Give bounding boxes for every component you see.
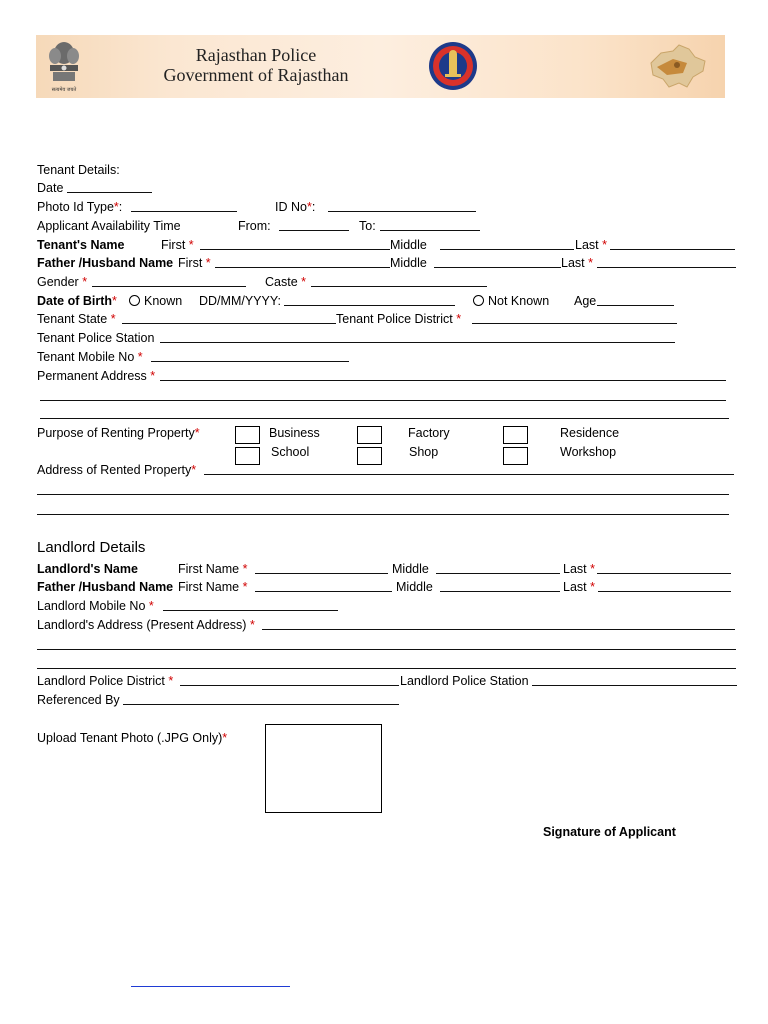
upload-photo-label: Upload Tenant Photo (.JPG Only)*	[37, 731, 228, 745]
date-field[interactable]	[67, 192, 152, 193]
header-title-line1: Rajasthan Police	[195, 45, 317, 65]
availability-from-field[interactable]	[279, 230, 349, 231]
landlord-last-label: Last *	[563, 562, 595, 576]
tenant-mobile-label: Tenant Mobile No *	[37, 350, 143, 364]
referenced-by-label: Referenced By	[37, 693, 120, 707]
tenant-details-heading: Tenant Details:	[37, 163, 120, 177]
landlord-father-middle-label: Middle	[396, 580, 433, 594]
tenant-district-field[interactable]	[472, 323, 677, 324]
rented-address-field-1[interactable]	[204, 474, 734, 475]
tenant-first-name-field[interactable]	[200, 249, 390, 250]
landlord-last-name-field[interactable]	[597, 573, 731, 574]
rented-address-label: Address of Rented Property*	[37, 463, 197, 477]
dob-not-known-radio-circle[interactable]	[473, 295, 484, 306]
purpose-residence-label: Residence	[560, 426, 620, 440]
landlord-middle-label: Middle	[392, 562, 429, 576]
age-field[interactable]	[597, 305, 674, 306]
landlord-father-first-field[interactable]	[255, 591, 392, 592]
purpose-workshop-label: Workshop	[560, 445, 617, 459]
tenant-middle-name-field[interactable]	[440, 249, 574, 250]
tenant-father-last-field[interactable]	[597, 267, 736, 268]
tenant-middle-label: Middle	[390, 238, 427, 252]
availability-from-label: From:	[238, 219, 271, 233]
tenant-mobile-field[interactable]	[151, 361, 349, 362]
dob-label: Date of Birth*	[37, 294, 117, 308]
emblem-caption: सत्यमेव जयते	[51, 87, 77, 93]
landlord-mobile-field[interactable]	[163, 610, 338, 611]
landlord-district-field[interactable]	[180, 685, 399, 686]
availability-to-field[interactable]	[380, 230, 480, 231]
purpose-business-label: Business	[269, 426, 320, 440]
landlord-father-last-field[interactable]	[598, 591, 731, 592]
purpose-label: Purpose of Renting Property*	[37, 426, 200, 440]
perm-address-field-1[interactable]	[160, 380, 726, 381]
bottom-link-underline[interactable]	[131, 986, 290, 987]
landlord-address-field-3[interactable]	[37, 668, 736, 669]
availability-to-label: To:	[359, 219, 376, 233]
dob-format-label: DD/MM/YYYY:	[199, 294, 281, 308]
tenant-father-label: Father /Husband Name	[37, 256, 174, 270]
referenced-by-field[interactable]	[123, 704, 399, 705]
photo-id-type-field[interactable]	[131, 211, 237, 212]
landlord-district-label: Landlord Police District *	[37, 674, 174, 688]
tenant-father-middle-field[interactable]	[434, 267, 561, 268]
date-label: Date	[37, 181, 64, 195]
tenant-name-label: Tenant's Name	[37, 238, 125, 252]
landlord-details-heading: Landlord Details	[37, 539, 146, 556]
landlord-address-field-1[interactable]	[262, 629, 735, 630]
purpose-school-label: School	[271, 445, 310, 459]
tenant-father-first-field[interactable]	[215, 267, 390, 268]
gender-label: Gender *	[37, 275, 88, 289]
perm-address-label: Permanent Address *	[37, 369, 156, 383]
id-no-label: ID No*:	[275, 200, 316, 214]
rajasthan-police-logo-icon	[427, 40, 479, 92]
availability-label: Applicant Availability Time	[37, 219, 181, 233]
purpose-shop-label: Shop	[409, 445, 439, 459]
dob-known-radio[interactable]: Known	[129, 294, 182, 309]
tenant-first-label: First *	[161, 238, 194, 252]
dob-not-known-radio[interactable]: Not Known	[473, 294, 549, 309]
photo-id-type-label: Photo Id Type*:	[37, 200, 123, 214]
tenant-father-middle-label: Middle	[390, 256, 427, 270]
caste-label: Caste *	[265, 275, 307, 289]
header-title	[156, 45, 356, 85]
tenant-state-field[interactable]	[122, 323, 336, 324]
landlord-station-label: Landlord Police Station	[400, 674, 529, 688]
rajasthan-map-icon	[643, 41, 711, 93]
landlord-address-field-2[interactable]	[37, 649, 736, 650]
header-title-line2: Government of Rajasthan	[163, 65, 349, 85]
purpose-factory-checkbox[interactable]	[357, 426, 382, 444]
tenant-last-name-field[interactable]	[610, 249, 735, 250]
purpose-business-checkbox[interactable]	[235, 426, 260, 444]
landlord-first-name-label: First Name *	[178, 562, 248, 576]
landlord-father-middle-field[interactable]	[440, 591, 560, 592]
tenant-station-field[interactable]	[160, 342, 675, 343]
age-label: Age	[574, 294, 597, 308]
tenant-photo-upload-box[interactable]	[265, 724, 382, 813]
purpose-residence-checkbox[interactable]	[503, 426, 528, 444]
landlord-father-first-label: First Name *	[178, 580, 248, 594]
ashoka-emblem-icon	[44, 39, 84, 95]
purpose-factory-label: Factory	[408, 426, 450, 440]
tenant-last-label: Last *	[575, 238, 607, 252]
tenant-state-label: Tenant State *	[37, 312, 116, 326]
header-banner	[36, 35, 725, 98]
landlord-middle-name-field[interactable]	[436, 573, 560, 574]
gender-field[interactable]	[92, 286, 246, 287]
landlord-name-label: Landlord's Name	[37, 562, 138, 576]
id-no-field[interactable]	[328, 211, 476, 212]
landlord-father-last-label: Last *	[563, 580, 595, 594]
signature-label: Signature of Applicant	[543, 825, 676, 839]
landlord-address-label: Landlord's Address (Present Address) *	[37, 618, 255, 632]
perm-address-field-2[interactable]	[40, 400, 726, 401]
landlord-mobile-label: Landlord Mobile No *	[37, 599, 154, 613]
caste-field[interactable]	[311, 286, 487, 287]
tenant-father-first-label: First *	[178, 256, 211, 270]
landlord-first-name-field[interactable]	[255, 573, 388, 574]
purpose-shop-checkbox[interactable]	[357, 447, 382, 465]
rented-address-field-2[interactable]	[37, 494, 729, 495]
dob-field[interactable]	[284, 305, 455, 306]
landlord-station-field[interactable]	[532, 685, 737, 686]
tenant-district-label: Tenant Police District *	[336, 312, 462, 326]
tenant-father-last-label: Last *	[561, 256, 593, 270]
perm-address-field-3[interactable]	[40, 418, 729, 419]
tenant-station-label: Tenant Police Station	[37, 331, 155, 345]
purpose-workshop-checkbox[interactable]	[503, 447, 528, 465]
purpose-school-checkbox[interactable]	[235, 447, 260, 465]
dob-known-radio-circle[interactable]	[129, 295, 140, 306]
rented-address-field-3[interactable]	[37, 514, 729, 515]
landlord-father-label: Father /Husband Name	[37, 580, 174, 594]
